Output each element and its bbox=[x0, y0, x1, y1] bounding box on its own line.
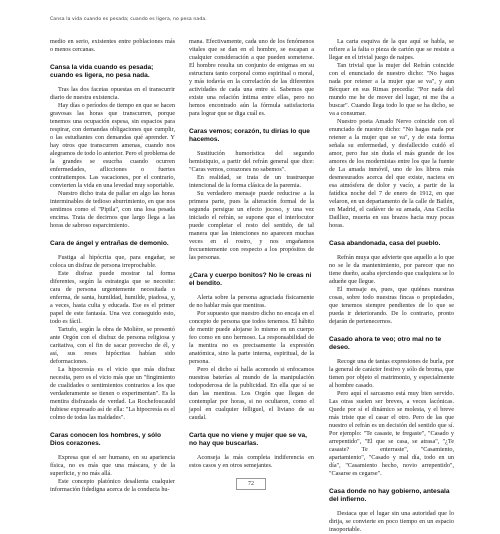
paragraph: La hipocresía es el vicio que más disfraz necesita, pero es el vicio más que un "fingimiento de cualidades o sentimientos contrarios a los que verdaderamente se tienen o experimentan". Es la mentira disfrazada de verdad. La Rochefoucauld hubiese expresado así de ella: "La hipocresía es el colmo de todas las maldades". bbox=[50, 366, 175, 421]
paragraph: En realidad, se trata de un trastrueque intencional de la forma clásica de la paremia. bbox=[189, 174, 314, 189]
paragraph: Nuestro poeta Amado Nervo coincide con el enunciado de nuestro dicho: "No hagas nada por retener a la mujer que se va", y de esta forma señala su enfermedad, y desfallecido cuidó el amor, pero fue sin duda el más grande de los amores de los modernistas entre los que la fuente de La amada inmóvil, uno de los libros más desmesurados acerca del que existe, naciera en esa atmósfera de dolor y vacío, a partir de la fatídica noche del 7 de enero de 1912, en que velaron, en un departamento de la calle de Bailén, en Madrid, el cadáver de su amada, Ana Cecilia Dailliez, muerta en sus brazos hacia muy pocas horas. bbox=[329, 118, 454, 229]
proverb-heading: Cara de ángel y entrañas de demonio. bbox=[50, 240, 169, 247]
paragraph: Expresa que el ser humano, en su apariencia física, no es más que una máscara, y de la superficie, y no más allá. bbox=[50, 454, 175, 477]
paragraph: Pero aquí el sarcasmo está muy bien servido. Las otras suelen ser breves, a veces lacónicas. Quede por sí el dinámico se molesta, y el breve más triste que el casar el otro. Pero de las que nuestro el refrán es un decisión del sentido que sí. Por ejemplo: "Te casaste, te fregaste", "Casado y arrepentido", "El que se casa, se atrasa", "¿Te casaste? Te enterraste", "Casamiento, apartamiento", "Casado y mal día, todo en un día", "Casamiento hecho, novio arrepentido", "Casarse es cegarse". bbox=[329, 390, 454, 477]
proverb-heading: Cansa la vida cuando es pesada; cuando es ligera, no pesa nada. bbox=[50, 64, 154, 79]
proverb-heading: Caras conocen los hombres, y sólo Dios corazones. bbox=[50, 432, 162, 447]
paragraph: Tan trivial que la mujer del Refrán coincide con el enunciado de nuestro dicho: "No hagas nada por retener a la mujer que se va", y aun Bécquer en sus Rimas precedía: "Por nada del mundo me he de mover del lugar, ni me iba a buscar". Cuando llega todo lo que se ha dicho, se va a consumar. bbox=[329, 62, 454, 117]
proverb-heading: ¿Cara y cuerpo bonitos? No le creas ni el bendito. bbox=[189, 272, 312, 287]
column-middle bbox=[189, 38, 314, 470]
paragraph: Hay días o períodos de tiempo en que se hacen gravosas las horas que transcurren, porque tenemos una ocupación espesa, sin espacios para respirar, con demandas obligaciones que cumplir, o las estudiantes con demandas qué aprender. Y hay otros que transcurren amenas, cuando nos alegramos de todo lo anterior. Pero el problema de la grandes se esucrba cuando ocurren enfermedades, aflicciones o fuertes contratiempos. Las vacaciones, por el contrario, convierten la vida en una levedad muy soportable. bbox=[50, 102, 175, 189]
paragraph: medio en serio, existentes entre poblaciones más o menos cercanas. bbox=[50, 38, 175, 53]
paragraph: Aconseja la más completa indiferencia en estos casos y en otros semejantes. bbox=[189, 454, 314, 469]
paragraph: Pero el dicho sí halla acomodo si enfocamos nuestras baterías al mundo de la manipulación todopoderosa de la publicidad. En ella que sí se dan las mentiras. Los Orgón que llegan de contemplar por horas, si no ocultaron, como el japol en cualquier felliguel, el liviano de su caudal. bbox=[189, 366, 314, 421]
paragraph: Este concepto platónico desalienta cualquier información fidedigna acerca de la conducta hu- bbox=[50, 478, 175, 493]
paragraph: La carta esquiva de la que aquí se habla, se refiere a la falta o pieza de cartón que se resiste a llegar en el trivial juego de naipes. bbox=[329, 38, 454, 61]
column-left bbox=[50, 38, 175, 493]
paragraph: mana. Efectivamente, cada uno de los fenómenos vitales que se dan en el hombre, se escapan a cualquier consideración a que pueden someterse. El hombre resulta un conjunto de enigmas en su estructura tanto corporal como espiritual o moral, y más todavía en la correlación de las diferentes actividades de cada una entre sí. Sabemos que existe una relación íntima entre ellas, pero no hemos encontrado aún la fórmula satisfactoria para lograr que se diga cuál es. bbox=[189, 38, 314, 117]
paragraph: Este disfraz puede mostrar tal forma diferentes, según la estrategia que se necesite: cara de persona urgentemente necesitada o enferma, de santa, humildad, humilde, piadosa, y, a veces, hasta culta y educada. Ese es el primer papel de este fantasía. Una vez conseguido esto, todo es fácil. bbox=[50, 270, 175, 325]
paragraph: Por supuesto que nuestro dicho no encaja en el concepto de persona que todos tenemos. El hábito de mentir puede alojarse lo mismo en un cuerpo feo como en uno hermoso. La responsabilidad de la mentira no es precisamente la expresión anatómica, sino la parte interna, espiritual, de la persona. bbox=[189, 310, 314, 365]
paragraph: Recoge una de tantas expresiones de burla, por la general de carácter festivo y sólo de broma, que tienen por objeto el matrimonio, y especialmente al hombre casado. bbox=[329, 358, 454, 389]
paragraph: Refrán muya que advierte que aquello a lo que no se le da mantenimiento, por parecer que no tiene dueño, acaba ejerciendo que cualquiera se lo adueñe que llegue. bbox=[329, 254, 454, 285]
column-right bbox=[329, 38, 454, 533]
proverb-heading: Carta que no viene y mujer que se va, no hay que buscarlas. bbox=[189, 432, 307, 447]
paragraph: Alerta sobre la persona agraciada físicamente de no hablar más que mentiras. bbox=[189, 294, 314, 309]
proverb-heading: Caras vemos; corazón, tu dirías lo que hacemos. bbox=[189, 128, 310, 143]
proverb-heading: Casa donde no hay gobierno, antesala del infierno. bbox=[329, 488, 450, 503]
paragraph: Fustiga al hipócrita que, para engañar, se coloca un disfraz de persona irreprochable. bbox=[50, 254, 175, 269]
paragraph: Sustitución humorística del segundo hemistiquio, a partir del refrán general que dice: "Caras vemos, corazones no sabemos". bbox=[189, 150, 314, 173]
paragraph: Tras las dos facetas opuestas en el transcurrir diario de nuestra existencia. bbox=[50, 86, 175, 101]
page-number: 72 bbox=[236, 478, 266, 490]
proverb-heading: Casa abandonada, casa del pueblo. bbox=[329, 240, 441, 247]
paragraph: Destaca que el lugar sin una autoridad que lo dirija, se convierte en poco tiempo en un espacio insoportable. bbox=[329, 510, 454, 533]
paragraph: El mensaje es, pues, que quiénes nuestras cosas, sobre todo nuestras fincas o propiedades, que tenemos siempre pendientes de lo que se pueda ir deteriorando. De lo contrario, pronto dejarán de pertenecernos. bbox=[329, 286, 454, 325]
proverb-heading: Casado ahora te veo; otro mal no te deseo. bbox=[329, 336, 442, 351]
paragraph: Tartufo, según la obra de Molière, se presentó ante Orgón con el disfraz de persona religiosa y caritativa, con el fin de sacar provecho de él, y así, sus reses hipócritas habían sido deformaciones. bbox=[50, 326, 175, 365]
running-header: Cansa la vida cuando es pesada; cuando es ligera, no pesa nada. bbox=[50, 17, 207, 22]
paragraph: Su verdadero mensaje puede reducirse a la primera parte, pues la alteración formal de la segunda persigue un efecto jocoso, y una vez iniciado el refrán, se supone que el interlocutor puede completar el resto del sentido, de tal manera que las intenciones no aparecen muchas veces en el rostro, y nos engañamos frecuentemente con respecto a los propósitos de las personas. bbox=[189, 190, 314, 261]
paragraph: Nuestro dicho trata de pallar en algo las horas interminables de tedioso aburrimiento, en que nos sentimos como el "Pipila", con una losa pesada encima. Trata de decirnos que largo llega a las horas de sabroso esparcimiento. bbox=[50, 190, 175, 229]
